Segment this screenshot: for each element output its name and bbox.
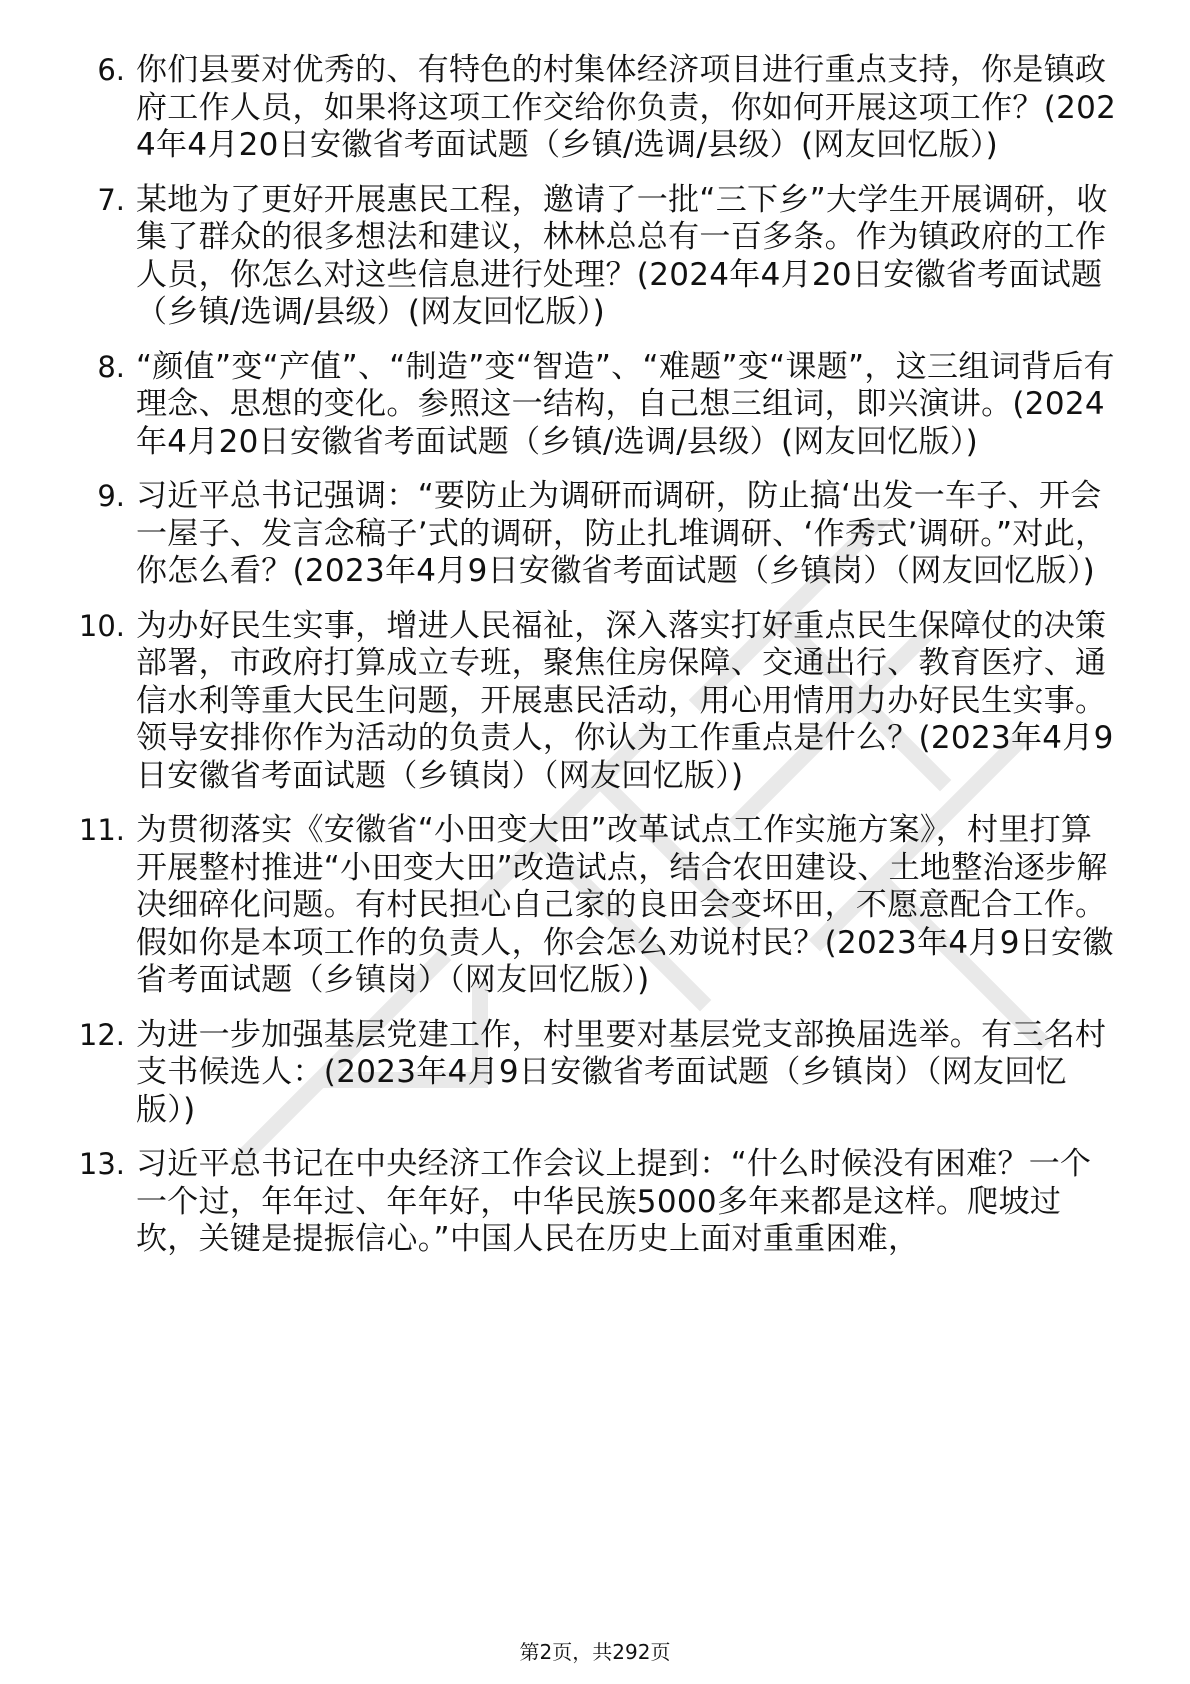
question-number: 11. [78, 813, 125, 847]
question-text: 为进一步加强基层党建工作，村里要对基层党支部换届选举。有三名村支书候选人：(2023年4月9日安徽省考面试题（乡镇岗）（网友回忆版）) [136, 1016, 1107, 1128]
list-item [58, 182, 1120, 332]
list-item [58, 1017, 1120, 1130]
list-item [58, 608, 1120, 796]
question-number: 6. [97, 53, 125, 87]
question-number: 13. [78, 1147, 125, 1181]
list-item [58, 812, 1120, 1000]
question-text: 你们县要对优秀的、有特色的村集体经济项目进行重点支持，你是镇政府工作人员，如果将这项工作交给你负责，你如何开展这项工作？(2024年4月20日安徽省考面试题（乡镇/选调/县级）(网友回忆版）) [136, 52, 1117, 163]
question-number: 8. [97, 349, 125, 384]
question-list [58, 52, 1120, 1276]
question-text: 习近平总书记强调：“要防止为调研而调研，防止搞‘出发一车子、开会一屋子、发言念稿子’式的调研，防止扎堆调研、‘作秀式’调研。”对此，你怎么看？(2023年4月9日安徽省考面试题（乡镇岗）（网友回忆版）) [136, 478, 1107, 589]
list-item [58, 1146, 1120, 1259]
question-text: 习近平总书记在中央经济工作会议上提到：“什么时候没有困难？一个一个过，年年过、年年好，中华民族5000多年来都是这样。爬坡过坎，关键是提振信心。”中国人民在历史上面对重重困难， [136, 1146, 1092, 1257]
question-text: 某地为了更好开展惠民工程，邀请了一批“三下乡”大学生开展调研，收集了群众的很多想法和建议，林林总总有一百多条。作为镇政府的工作人员，你怎么对这些信息进行处理？(2024年4月20日安徽省考面试题（乡镇/选调/县级）(网友回忆版）) [136, 181, 1108, 330]
question-text: 为办好民生实事，增进人民福祉，深入落实打好重点民生保障仗的决策部署，市政府打算成立专班，聚焦住房保障、交通出行、教育医疗、通信水利等重大民生问题，开展惠民活动，用心用情用力办好民生实事。领导安排你作为活动的负责人，你认为工作重点是什么？(2023年4月9日安徽省考面试题（乡镇岗）（网友回忆版）) [136, 607, 1114, 794]
list-item [58, 478, 1120, 591]
question-text: 为贯彻落实《安徽省“小田变大田”改革试点工作实施方案》，村里打算开展整村推进“小田变大田”改造试点，结合农田建设、土地整治逐步解决细碎化问题。有村民担心自己家的良田会变坏田，不愿意配合工作。假如你是本项工作的负责人，你会怎么劝说村民？(2023年4月9日安徽省考面试题（乡镇岗）（网友回忆版）) [136, 812, 1114, 998]
question-number: 10. [78, 608, 125, 643]
list-item [58, 349, 1120, 462]
question-number: 7. [97, 182, 125, 217]
list-item [58, 52, 1120, 165]
page-footer: 第2页，共292页 [519, 1640, 671, 1664]
question-number: 9. [97, 479, 125, 513]
question-text: “颜值”变“产值”、“制造”变“智造”、“难题”变“课题”，这三组词背后有理念、思想的变化。参照这一结构，自己想三组词，即兴演讲。(2024年4月20日安徽省考面试题（乡镇/选调/县级）(网友回忆版）) [136, 348, 1115, 460]
question-number: 12. [78, 1017, 125, 1052]
